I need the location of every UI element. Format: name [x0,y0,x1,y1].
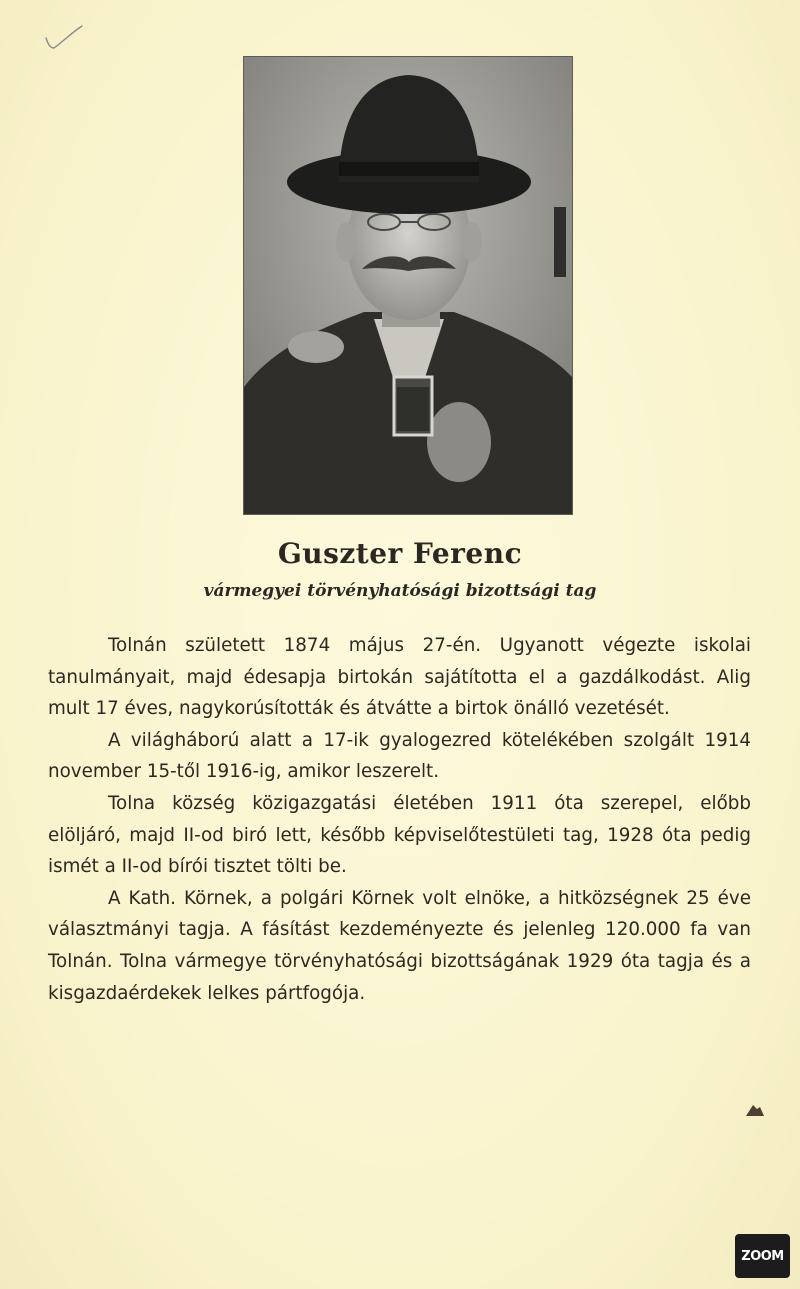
paragraph-war: A világháború alatt a 17-ik gyalogezred kötelékében szolgált 1914 november 15-től 1916-ig, amikor leszerelt. [48,729,751,783]
portrait-photo [244,57,572,514]
paragraph-associations: A Kath. Körnek, a polgári Körnek volt elnöke, a hitközségnek 25 éve választmányi tagja. A fásítást kezdeményezte és jelenleg 120.000 fa van Tolnán. Tolna vármegye törvényhatósági bizottságának 1929 óta tagja és a kisgazdaérdekek lelkes pártfogója. [48,887,751,1004]
zoom-logo-icon: ZOOM [735,1234,790,1278]
paragraph-birth: Tolnán született 1874 május 27-én. Ugyanott végezte iskolai tanulmányait, majd édesapja birtokán sajátította el a gazdálkodást. Alig mult 17 éves, nagykorúsították és átvátte a birtok önálló vezetését. [48,635,751,720]
person-name: Guszter Ferenc [277,537,523,570]
person-title: vármegyei törvényhatósági bizottsági tag [203,581,597,601]
ink-smudge-mark [744,1102,766,1118]
paragraph-public-life: Tolna község közigazgatási életében 1911 óta szerepel, előbb elöljáró, majd II-od biró lett, később képviselőtestületi tag, 1928 óta pedig ismét a II-od bírói tisztet tölti be. [48,792,751,878]
biography-text [48,630,751,1009]
pencil-check-mark [40,22,86,52]
